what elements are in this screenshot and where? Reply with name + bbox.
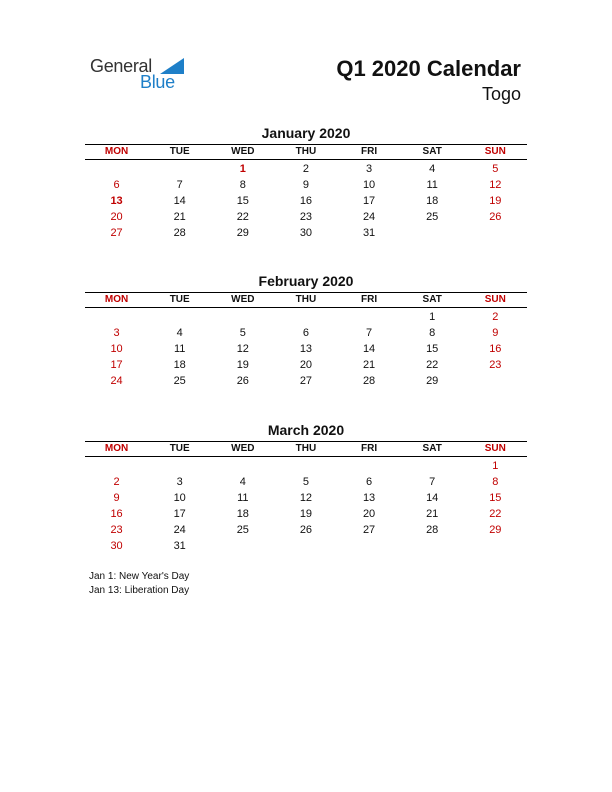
empty-day-cell [274,309,337,325]
empty-day-cell [148,458,211,474]
day-cell: 8 [239,179,246,191]
week-row [85,474,527,490]
weekday-header: SAT [422,294,442,305]
day-cell: 22 [236,211,249,223]
week-row [85,209,527,225]
week-row [85,373,527,389]
day-cell: 3 [113,327,120,339]
weekday-header: MON [104,294,129,305]
day-cell: 21 [426,508,439,520]
week-row [85,506,527,522]
day-cell: 5 [239,327,246,339]
day-cell: 29 [236,227,249,239]
day-cell: 9 [113,492,120,504]
month-block [85,272,527,389]
day-cell: 28 [362,375,376,387]
day-cell: 9 [492,327,499,339]
day-cell: 23 [299,211,313,223]
month-block [85,124,527,241]
empty-day-cell [274,538,337,554]
empty-day-cell [338,538,401,554]
holiday-list [89,570,189,598]
day-cell: 9 [302,179,309,191]
day-cell: 23 [489,359,502,371]
day-cell: 26 [236,375,249,387]
day-cell: 1 [239,163,246,175]
day-cell: 27 [110,227,123,239]
day-cell: 2 [492,311,499,323]
week-row [85,325,527,341]
day-cell: 8 [429,327,436,339]
day-cell: 25 [426,211,439,223]
weekday-header: THU [295,146,317,157]
holiday-item: Jan 1: New Year's Day [89,571,190,582]
month-title: March 2020 [267,422,345,438]
day-cell: 19 [236,359,249,371]
weekday-header: WED [231,443,255,454]
week-row [85,341,527,357]
day-cell: 27 [299,375,313,387]
week-row [85,177,527,193]
day-cell: 10 [362,179,376,191]
weekday-header: WED [231,146,255,157]
day-cell: 2 [113,476,120,488]
day-cell: 26 [489,211,502,223]
logo-text-general: General [90,56,152,76]
day-cell: 2 [302,163,309,175]
empty-day-cell [401,225,464,241]
empty-day-cell [464,373,527,389]
weekday-header-row [85,145,527,160]
weekday-header: TUE [169,294,190,305]
day-cell: 6 [366,476,373,488]
day-cell: 29 [426,375,439,387]
weekday-header: SAT [422,443,442,454]
day-cell: 7 [366,327,373,339]
day-cell: 30 [110,540,123,552]
weekday-header: FRI [361,294,378,305]
day-cell: 18 [173,359,186,371]
day-cell: 7 [176,179,183,191]
month-title: January 2020 [261,125,351,141]
day-cell: 12 [299,492,313,504]
day-cell: 29 [489,524,502,536]
day-cell: 17 [362,195,376,207]
day-cell: 22 [426,359,439,371]
empty-day-cell [338,309,401,325]
empty-day-cell [211,309,274,325]
day-cell: 16 [110,508,123,520]
weekday-header: MON [104,443,129,454]
day-cell: 16 [489,343,502,355]
day-cell: 1 [492,460,499,472]
day-cell: 5 [302,476,309,488]
empty-day-cell [85,309,148,325]
day-cell: 4 [239,476,246,488]
day-cell: 18 [426,195,439,207]
weekday-header: FRI [361,443,378,454]
day-cell: 20 [110,211,123,223]
day-cell: 18 [236,508,249,520]
empty-day-cell [274,458,337,474]
day-cell: 4 [429,163,436,175]
day-cell: 27 [362,524,376,536]
day-cell: 5 [492,163,499,175]
weekday-header: FRI [361,146,378,157]
week-row [85,357,527,373]
day-cell: 1 [429,311,436,323]
day-cell: 4 [176,327,183,339]
day-cell: 15 [236,195,249,207]
empty-day-cell [464,225,527,241]
week-row [85,309,527,325]
day-cell: 13 [362,492,376,504]
week-row [85,458,527,474]
day-cell: 20 [299,359,313,371]
day-cell: 12 [236,343,249,355]
month-title: February 2020 [258,273,354,289]
empty-day-cell [211,458,274,474]
weekday-header: TUE [169,443,190,454]
weekday-header: THU [295,294,317,305]
empty-day-cell [401,458,464,474]
day-cell: 30 [299,227,313,239]
week-row [85,522,527,538]
day-cell: 17 [173,508,186,520]
day-cell: 3 [366,163,373,175]
month-block [85,421,527,554]
day-cell: 12 [489,179,502,191]
empty-day-cell [401,538,464,554]
day-cell: 15 [489,492,502,504]
day-cell: 28 [426,524,439,536]
day-cell: 26 [299,524,313,536]
day-cell: 24 [110,375,123,387]
generalblue-logo [90,56,190,96]
day-cell: 13 [110,195,123,207]
weekday-header-row [85,442,527,457]
week-row [85,225,527,241]
day-cell: 14 [362,343,376,355]
weekday-header: SAT [422,146,442,157]
day-cell: 25 [236,524,249,536]
empty-day-cell [85,458,148,474]
weekday-header: TUE [169,146,190,157]
day-cell: 24 [362,211,376,223]
day-cell: 10 [173,492,186,504]
week-row [85,161,527,177]
day-cell: 23 [110,524,123,536]
day-cell: 10 [110,343,123,355]
empty-day-cell [148,309,211,325]
day-cell: 6 [113,179,120,191]
day-cell: 17 [110,359,123,371]
empty-day-cell [464,538,527,554]
day-cell: 19 [489,195,502,207]
day-cell: 11 [173,343,186,355]
day-cell: 8 [492,476,499,488]
day-cell: 31 [173,540,186,552]
day-cell: 21 [173,211,186,223]
day-cell: 3 [176,476,183,488]
day-cell: 11 [237,492,249,504]
day-cell: 28 [173,227,186,239]
day-cell: 25 [173,375,186,387]
day-cell: 31 [362,227,376,239]
day-cell: 22 [489,508,502,520]
weekday-header-row [85,293,527,308]
page-title: Q1 2020 Calendar [336,56,521,81]
empty-day-cell [211,538,274,554]
day-cell: 20 [362,508,376,520]
day-cell: 7 [429,476,436,488]
empty-day-cell [338,458,401,474]
day-cell: 11 [426,179,438,191]
day-cell: 6 [302,327,309,339]
weekday-header: WED [231,294,255,305]
day-cell: 21 [362,359,376,371]
empty-day-cell [148,161,211,177]
day-cell: 14 [173,195,186,207]
weekday-header: THU [295,443,317,454]
day-cell: 24 [173,524,186,536]
week-row [85,193,527,209]
weekday-header: MON [104,146,129,157]
day-cell: 13 [299,343,313,355]
holiday-item: Jan 13: Liberation Day [89,585,190,596]
day-cell: 16 [299,195,313,207]
day-cell: 19 [299,508,313,520]
day-cell: 14 [426,492,439,504]
empty-day-cell [85,161,148,177]
day-cell: 15 [426,343,439,355]
week-row [85,538,527,554]
week-row [85,490,527,506]
logo-text-blue: Blue [140,72,175,92]
weekday-header: SUN [484,146,506,157]
country-name: Togo [481,84,521,104]
weekday-header: SUN [484,294,506,305]
weekday-header: SUN [484,443,506,454]
